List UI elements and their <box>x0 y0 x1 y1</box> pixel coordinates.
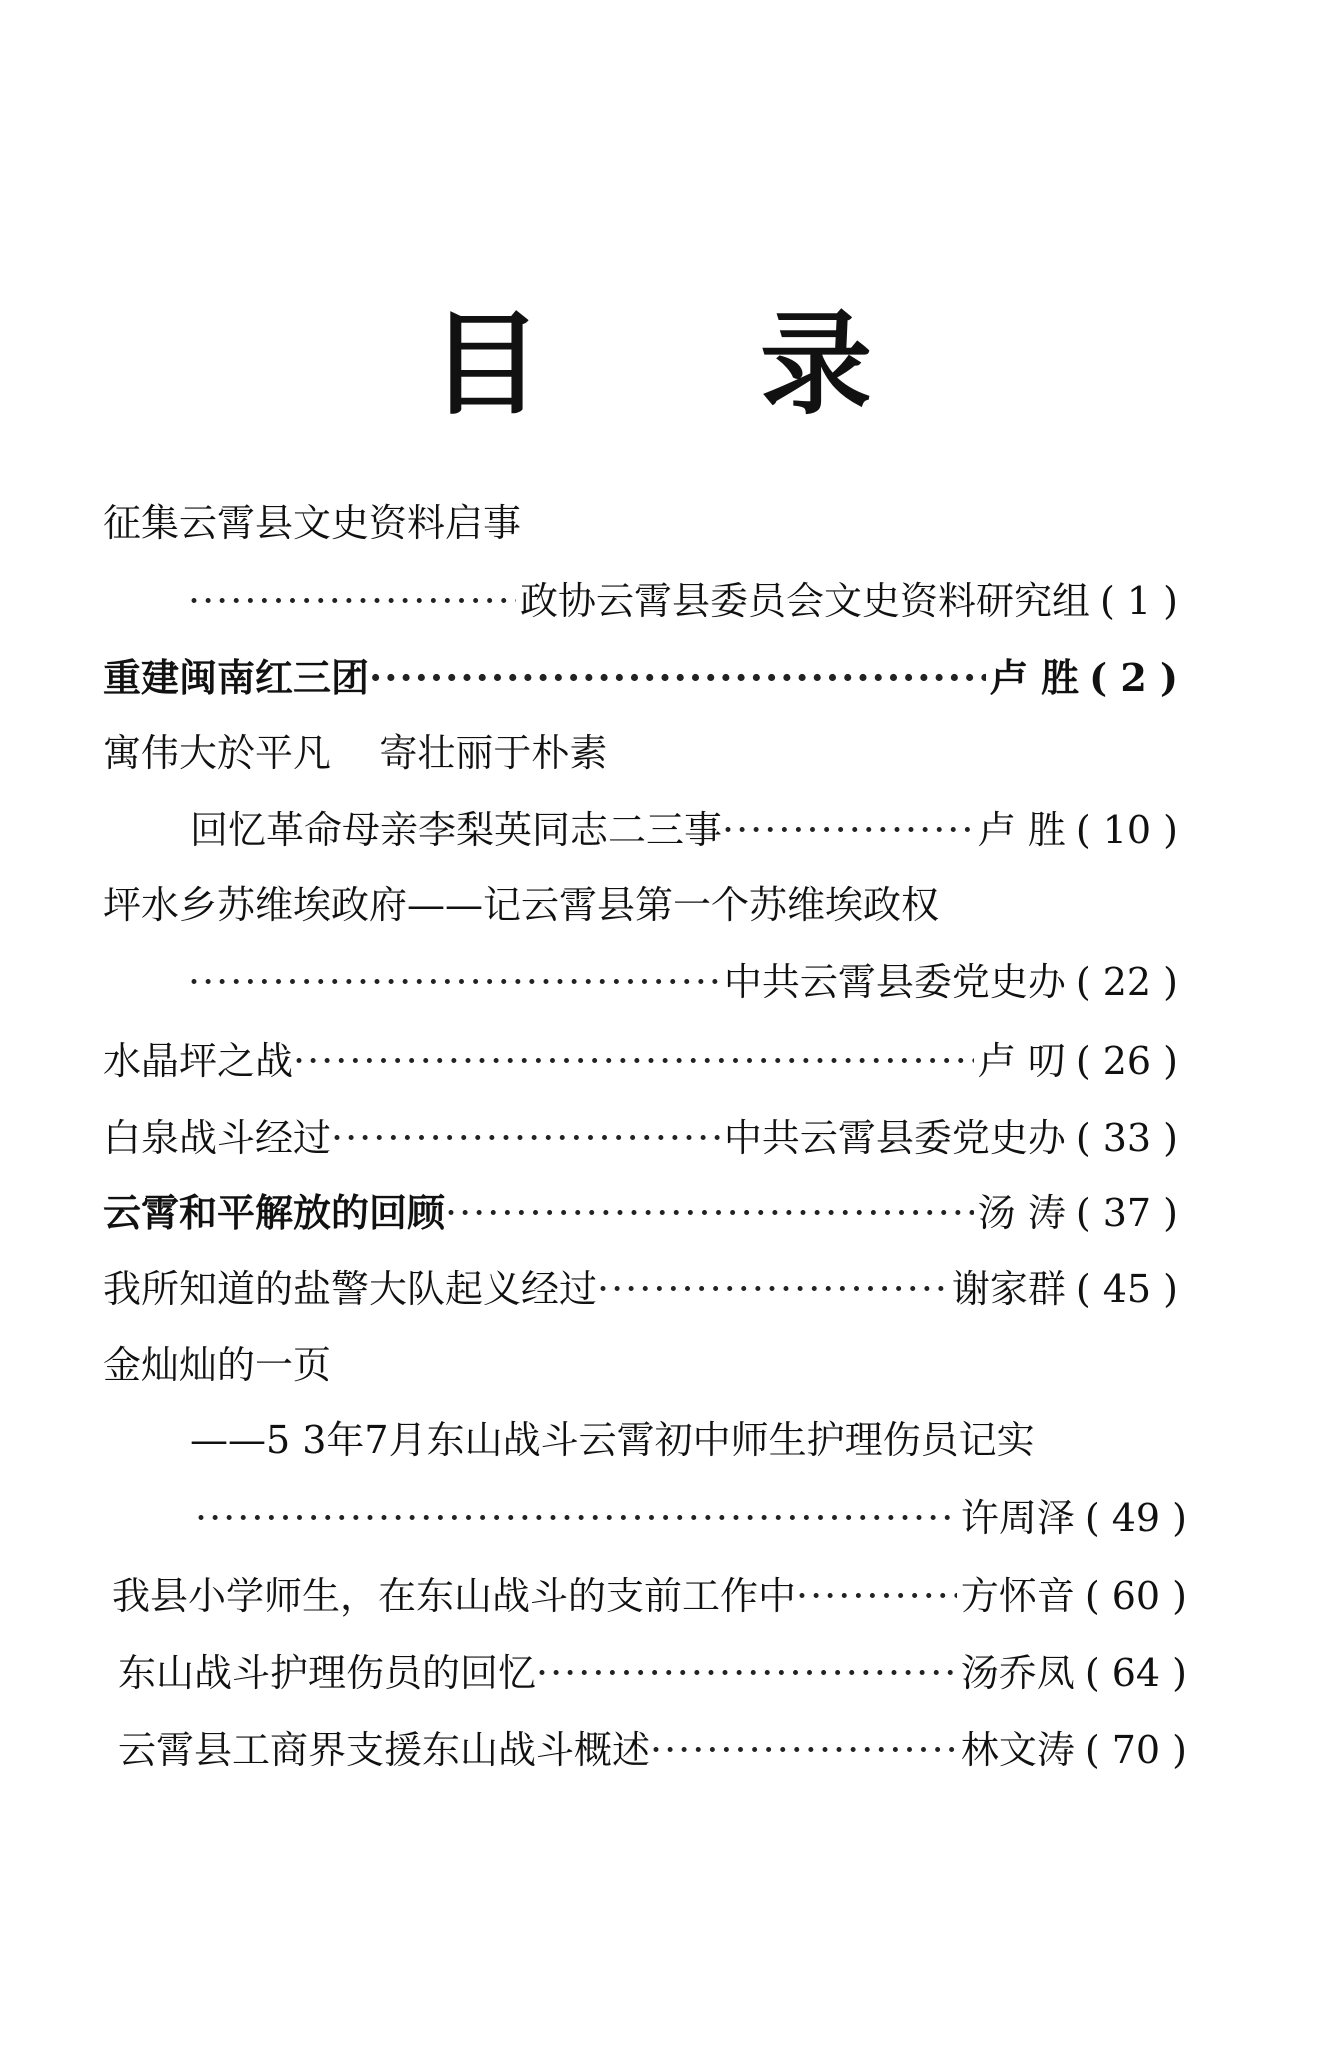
toc-entry-title: 回忆革命母亲李梨英同志二三事 <box>190 808 723 852</box>
toc-entry-author: 政协云霄县委员会文史资料研究组 <box>519 579 1090 623</box>
toc-entry <box>103 1031 1178 1091</box>
title-char-1: 目 <box>430 299 542 430</box>
toc-entry <box>103 1183 1178 1243</box>
toc-entry-title: 征集云霄县文史资料启事 <box>103 501 522 545</box>
toc-entry-author: 汤乔凤 <box>960 1651 1075 1695</box>
title-char-2: 录 <box>760 299 872 430</box>
toc-entry <box>103 1259 1178 1319</box>
toc-entry-page: ( 45 ) <box>1075 1267 1178 1311</box>
toc-entry-author: 卢 胜 <box>989 655 1080 700</box>
toc-entry-author: 汤 涛 <box>977 1191 1066 1235</box>
toc-entry-page: ( 60 ) <box>1084 1574 1187 1618</box>
toc-entry-page: ( 37 ) <box>1075 1191 1178 1235</box>
leader-dots <box>722 800 974 860</box>
toc-entry-title: 云霄县工商界支援东山战斗概述 <box>118 1728 651 1772</box>
leader-dots <box>796 1566 957 1626</box>
toc-entry-page: ( 2 ) <box>1089 655 1178 700</box>
toc-entry-author: 卢 胜 <box>977 808 1066 852</box>
leader-dots <box>195 1488 957 1548</box>
toc-entry-page: ( 64 ) <box>1084 1651 1187 1695</box>
leader-dots <box>597 1259 948 1319</box>
toc-entry <box>190 800 1178 860</box>
toc-entry-title: 水晶坪之战 <box>103 1039 294 1083</box>
toc-entry-author: 林文涛 <box>960 1728 1075 1772</box>
toc-entry-title: 东山战斗护理伤员的回忆 <box>118 1651 537 1695</box>
toc-entry-page: ( 49 ) <box>1084 1496 1187 1540</box>
toc-entry-author: 中共云霄县委党史办 <box>723 960 1066 1004</box>
toc-entry-page: ( 33 ) <box>1075 1116 1178 1160</box>
toc-entry-title: 金灿灿的一页 <box>103 1343 332 1387</box>
leader-dots <box>536 1643 957 1703</box>
toc-entry-title: 白泉战斗经过 <box>103 1116 332 1160</box>
page-title <box>0 300 1324 430</box>
toc-entry-title: 坪水乡苏维埃政府——记云霄县第一个苏维埃政权 <box>103 883 940 927</box>
toc-entry-title: 我所知道的盐警大队起义经过 <box>103 1267 598 1311</box>
toc-entry-page: ( 26 ) <box>1075 1039 1178 1083</box>
toc-entry-subtitle: ——5 3年7月东山战斗云霄初中师生护理伤员记实 <box>190 1418 1035 1462</box>
toc-entry-page: ( 70 ) <box>1084 1728 1187 1772</box>
toc-entry-title: 寓伟大於平凡 寄壮丽于朴素 <box>103 731 608 775</box>
toc-entry-author: 谢家群 <box>951 1267 1066 1311</box>
toc-entry <box>195 1488 1187 1548</box>
leader-dots <box>369 648 986 708</box>
toc-entry-author: 卢 叨 <box>977 1039 1066 1083</box>
leader-dots <box>445 1183 974 1243</box>
toc-entry-page: ( 10 ) <box>1075 808 1178 852</box>
leader-dots <box>293 1031 974 1091</box>
toc-entry-page: ( 1 ) <box>1100 579 1178 623</box>
toc-entry-page: ( 22 ) <box>1075 960 1178 1004</box>
toc-entry-title: 云霄和平解放的回顾 <box>103 1190 446 1235</box>
toc-entry-author: 许周泽 <box>960 1496 1075 1540</box>
toc-entry <box>103 648 1178 708</box>
leader-dots <box>188 571 516 631</box>
toc-entry <box>188 952 1178 1012</box>
toc-entry-title: 重建闽南红三团 <box>103 655 370 700</box>
toc-entry <box>188 571 1178 631</box>
toc-entry-author: 中共云霄县委党史办 <box>723 1116 1066 1160</box>
toc-entry <box>118 1720 1187 1780</box>
toc-entry-author: 方怀音 <box>960 1574 1075 1618</box>
toc-entry <box>103 1108 1178 1168</box>
leader-dots <box>650 1720 957 1780</box>
toc-entry <box>118 1643 1187 1703</box>
toc-entry-title: 我县小学师生，在东山战斗的支前工作中 <box>112 1574 797 1618</box>
leader-dots <box>331 1108 720 1168</box>
toc-entry <box>112 1566 1187 1626</box>
leader-dots <box>188 952 720 1012</box>
